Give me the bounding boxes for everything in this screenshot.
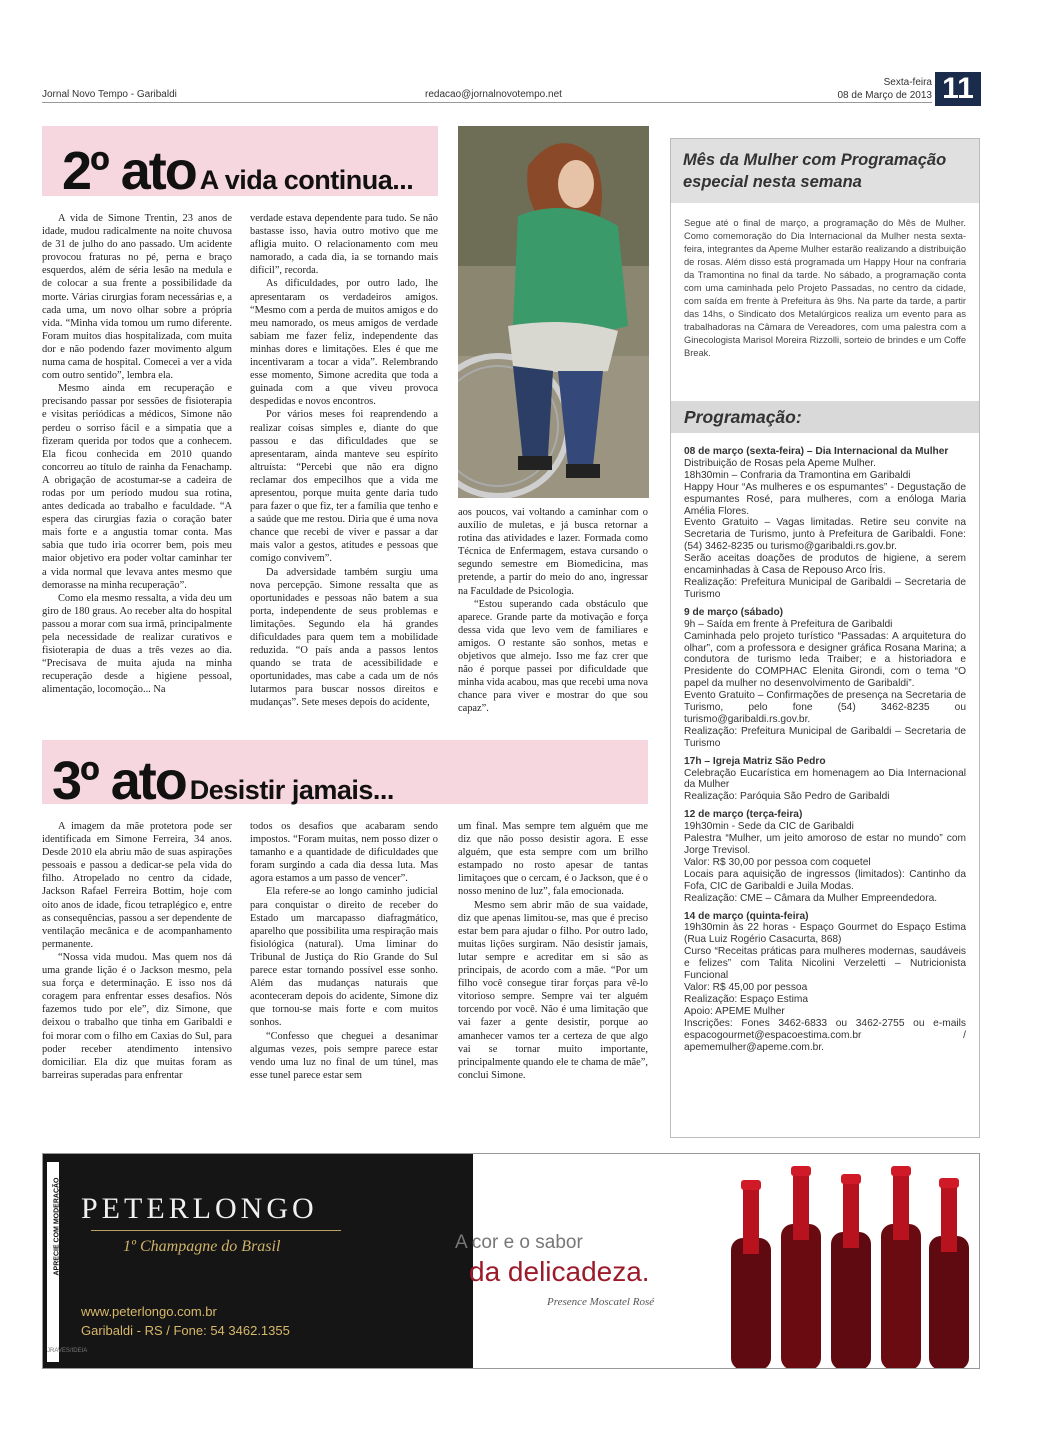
ad-tagline-2: da delicadeza. [469, 1256, 650, 1287]
header-date-block [837, 76, 932, 102]
act3-headline-sub: Desistir jamais... [189, 775, 394, 805]
moderation-notice: APRECIE COM MODERAÇÃO [53, 1177, 61, 1276]
page-number: 11 [935, 72, 981, 106]
header-date: 08 de Março de 2013 [837, 90, 932, 101]
programacao-header [671, 401, 979, 433]
paragraph: Da adversidade também surgiu uma nova percepção. Simone ressalta que as oportunidades e pessoas não batem a sua porta, independente de seus problemas e limitações. Segundo ela há grandes dificuldades para quem tem a mobilidade reduzida. “O país anda a passos lentos quando se trata de acessibilidade e oportunidades, mas cabe a cada um de nós lutarmos para buscar nossos direitos e mudanças”. Sete meses depois do acidente, [250, 566, 438, 709]
sidebar-header [671, 139, 979, 203]
bottle-icon [929, 1178, 969, 1369]
event-line: Inscrições: Fones 3462-6833 ou 3462-2755 ou e-mails espacogourmet@espacoestima.com.br / apememulher@apeme.com.br. [684, 1017, 966, 1053]
event-title: 12 de março (terça-feira) [684, 809, 803, 821]
event-item [684, 756, 966, 804]
event-line: Celebração Eucarística em homenagem ao Dia Internacional da Mulher [684, 767, 966, 791]
event-line: 19h30min às 22 horas - Espaço Gourmet do Espaço Estima (Rua Luiz Rogério Casacurta, 868) [684, 922, 966, 946]
paragraph: Mesmo sem abrir mão de sua vaidade, diz que apenas limitou-se, mas que é preciso estar bem para ajudar o filho. Por outro lado, muitas lições surgiram. Não desistir jamais, lutar sempre e acreditar em si são as principais, de acordo com a mãe. “Por um filho você consegue tirar forças para vê-lo vitorioso sempre. Sempre vai ter alguém torcendo por você. Não é uma limitação que vai fazer a gente desistir, porque ao amanhecer vamos ter a certeza de que algo vai se tornar muito importante, principalmente quando ele te chama de mãe”, conclui Simone. [458, 899, 648, 1081]
sidebar-intro: Segue até o final de março, a programação do Mês de Mulher. Como comemoração do Dia Internacional da Mulher nesta sexta-feira, integrantes da Apeme Mulher estarão realizando a distribuição de rosas. Além disso está programada um Happy Hour na confraria da Tramontina no final da tarde. No sábado, a programação conta com uma caminhada pelo Projeto Passadas, no centro da cidade, com saída em frente à Prefeitura às 9hs. Na parte da tarde, a partir das 14hs, o Sindicato dos Metalúrgicos realiza um evento para as trabalhadoras na Câmara de Vereadores, com uma palestra com a Ginecologista Marisol Moreira Rizzolli, sorteio de brindes e um Coffe Break. [684, 218, 966, 358]
ad-website-link[interactable]: www.peterlongo.com.br [81, 1304, 217, 1319]
newspaper-email[interactable]: redacao@jornalnovotempo.net [425, 89, 562, 100]
act2-headline-sub: A vida continua... [199, 165, 414, 195]
paragraph: aos poucos, vai voltando a caminhar com o auxílio de muletas, e já busca retornar a rotina das atividades e lazer. Formada como Técnica de Enfermagem, estava cursando o segundo semestre em Biomedicina, mas pretende, a partir do meio do ano, ingressar na Faculdade de Psicologia. [458, 507, 648, 597]
event-line: Happy Hour “As mulheres e os espumantes” - Degustação de espumantes Rosé, para mulheres, com a enóloga Maria Amélia Flores. [684, 481, 966, 517]
event-line: Palestra “Mulher, um jeito amoroso de estar no mundo” com Jorge Trevisol. [684, 833, 966, 856]
act3-column-2 [250, 820, 438, 1082]
event-line: Valor: R$ 45,00 por pessoa [684, 981, 808, 993]
event-line: Curso “Receitas práticas para mulheres modernas, saudáveis e felizes” com Talita Nicolini Verzeletti – Nutricionista Funcional [684, 946, 966, 982]
brand-logo: PETERLONGO [81, 1192, 318, 1225]
header-divider [42, 102, 932, 103]
bottle-icon [781, 1166, 821, 1369]
bottle-icon [881, 1166, 921, 1369]
event-line: Locais para aquisição de ingressos (limitados): Cantinho da Fofa, CIC de Garibaldi e Juila Modas. [684, 868, 966, 892]
act3-headline [42, 740, 648, 811]
act3-column-1 [42, 820, 232, 1082]
event-line: Distribuição de Rosas pela Apeme Mulher. [684, 457, 876, 469]
ad-tagline-1: A cor e o sabor [455, 1232, 583, 1253]
womens-month-sidebar [670, 138, 980, 1138]
paragraph: um final. Mas sempre tem alguém que me diz que não posso desistir agora. E esse alguém, que esta sempre com um brilho estampado no rosto apesar de tantas limitaçoes que o cercam, é o Jackson, que é o nosso menino de luz”, fala emocionada. [458, 821, 648, 898]
event-line: 19h30min - Sede da CIC de Garibaldi [684, 821, 854, 833]
act2-column-3 [458, 506, 648, 716]
event-line: Serão aceitas doações de produtos de higiene, a serem encaminhadas à Casa de Repouso Arco Íris. [684, 553, 966, 577]
bottle-icon [731, 1180, 771, 1369]
sidebar-title: Mês da Mulher com Programação especial nesta semana [683, 151, 947, 191]
brand-underline [91, 1230, 341, 1231]
act2-headline [42, 126, 438, 201]
brand-slogan: 1º Champagne do Brasil [123, 1238, 281, 1255]
paragraph: A imagem da mãe protetora pode ser identificada em Simone Ferreira, 34 anos. Desde 2010 ela abriu mão de suas aspirações pessoais e passou a dedicar-se pela vida do filho. Atropelado no centro da cidade, Jackson Rafael Ferreira Bottim, hoje com oito anos de idade, ficou tetraplégico e, entre as consequências, passou a ser dependente de ventilação mecânica e de acompanhamento permanente. [42, 821, 232, 950]
event-line: Realização: Prefeitura Municipal de Garibaldi – Secretaria de Turismo [684, 725, 966, 749]
event-line: Realização: Prefeitura Municipal de Garibaldi – Secretaria de Turismo [684, 576, 966, 600]
event-line: Evento Gratuito – Vagas limitadas. Retire seu convite na Secretaria de Turismo, junto à Prefeitura de Garibaldi. Fone: (54) 3462-8235 ou turismo@garibaldi.rs.gov.br. [684, 517, 966, 553]
event-line: 9h – Saída em frente à Prefeitura de Garibaldi [684, 618, 893, 630]
bottle-icon [831, 1174, 871, 1369]
paragraph: todos os desafios que acabaram sendo impostos. “Foram muitas, nem posso dizer o tamanho e a quantidade de dificuldades que foram surgindo a cada dia dessa luta. Mas agora estamos a um passo de vencer”. [250, 821, 438, 885]
event-item [684, 809, 966, 904]
event-item [684, 607, 966, 750]
event-line: Realização: Paróquia São Pedro de Garibaldi [684, 791, 890, 803]
paragraph: A vida de Simone Trentin, 23 anos de idade, mudou radicalmente na noite chuvosa de 31 de julho do ano passado. Um acidente provocou fraturas no pé, perna e braço esquerdos, além de séria lesão na medula e de colocar a sua frente a possibilidade da morte. Várias cirurgias foram necessárias e, a cada uma, um novo olhar sobre a própria vida. “Minha vida tomou um rumo diferente. Foram muitos dias hospitalizada, com muita dor e não podendo fazer movimento algum numa cama de hospital. Comecei a ver a vida com outro sentido”, lembra ela. [42, 213, 232, 382]
event-line: Caminhada pelo projeto turístico “Passadas: A arquitetura do olhar”, com a professora e designer gráfica Rosana Marina; a condutora de turismo Ieda Traiber; e a historiadora e Presidente do COMPHAC Elenita Girondi, com o tema “O papel da mulher no desenvolvimento de Garibaldi”. [684, 630, 966, 690]
event-title: 08 de março (sexta-feira) – Dia Internacional da Mulher [684, 446, 949, 457]
ad-location-phone: Garibaldi - RS / Fone: 54 3462.1355 [81, 1323, 290, 1338]
agency-credit: JRAVES/IDEIA [47, 1348, 88, 1354]
act2-headline-big: 2º ato [62, 141, 196, 201]
paragraph: verdade estava dependente para tudo. Se não bastasse isso, havia outro motivo que me afligia muito. O relacionamento com meu namorado, a cada dia, ia se tornando mais difícil”, recorda. [250, 213, 438, 277]
programacao-title: Programação: [684, 407, 802, 427]
paragraph: As dificuldades, por outro lado, lhe apresentaram os verdadeiros amigos. “Mesmo com a perda de muitos amigos e do meu namorado, os meus amigos de verdade sabiam me fazer feliz, independente das minhas dores e limitações. Eles é que me incentivaram a tocar a vida”. Relembrando esse momento, Simone acredita que toda a guinada com a que viveu provoca despedidas e novos encontros. [250, 278, 438, 408]
event-line: Realização: Espaço Estima [684, 993, 809, 1005]
paragraph: Como ela mesmo ressalta, a vida deu um giro de 180 graus. Ao receber alta do hospital passou a morar com sua irmã, principalmente pela necessidade de realizar curativos e fisioterapia de duas a três vezes ao dia. “Precisava de muita ajuda na minha recuperação desde a higiene pessoal, alimentação, locomoção... Na [42, 592, 232, 696]
event-line: Evento Gratuito – Confirmações de presença na Secretaria de Turismo, pelo fone (54) 3462-8235 ou turismo@garibaldi.rs.gov.br. [684, 690, 966, 725]
event-title: 14 de março (quinta-feira) [684, 910, 809, 922]
event-item [684, 911, 966, 1054]
wine-bottles-image [713, 1154, 979, 1369]
event-line: Apoio: APEME Mulher [684, 1005, 785, 1017]
ad-vertical-strip [47, 1162, 59, 1362]
event-title: 9 de março (sábado) [684, 606, 784, 618]
paragraph: “Confesso que cheguei a desanimar algumas vezes, pois sempre parece estar vendo uma luz no final de um túnel, mas esse tunel parece estar sem [250, 1030, 438, 1081]
event-item [684, 446, 966, 601]
paragraph: Ela refere-se ao longo caminho judicial para conquistar o direito de receber do Estado um marcapasso diafragmático, aparelho que possibilita uma respiração mais fisiológica (natural). Uma liminar do Tribunal de Justiça do Rio Grande do Sul parece estar tornando possível esse sonho. Além das mudanças naturais que aconteceram depois do acidente, Simone diz que tornou-se mais forte e com muitos sonhos. [250, 886, 438, 1029]
ad-product-name: Presence Moscatel Rosé [547, 1296, 655, 1308]
event-list [671, 433, 979, 1053]
event-title: 17h – Igreja Matriz São Pedro [684, 755, 826, 767]
act2-column-1 [42, 212, 232, 696]
header-day: Sexta-feira [883, 77, 932, 88]
act2-column-2 [250, 212, 438, 710]
photo-woman-wheelchair [458, 126, 649, 498]
peterlongo-advertisement[interactable] [42, 1153, 980, 1369]
event-line: Valor: R$ 30,00 por pessoa com coquetel [684, 856, 871, 868]
paragraph: Por vários meses foi reaprendendo a realizar coisas simples e, diante do que passou e das dificuldades que se apresentaram, ainda manteve seu espírito altruísta: “Percebi que não era digno reclamar dos empecilhos que a vida me apresentou, porque muita gente daria tudo para fazer o que fiz, ter a família que tenho e a saúde que me restou. Diria que é uma nova chance que recebi de viver e passar a dar mais valor a gestos, atitudes e pessoas que comigo convivem”. [250, 409, 438, 565]
act3-column-3 [458, 820, 648, 1082]
paragraph: “Estou superando cada obstáculo que aparece. Grande parte da motivação e força dessa vida que levo vem de familiares e amigos. O restante são sonhos, metas e objetivos que almejo. Isso me faz crer que não é porque passei por dificuldade que minha vida acabou, mas que recebi uma nova chance para viver e mostrar do que sou capaz”. [458, 598, 648, 715]
event-line: 18h30min – Confraria da Tramontina em Garibaldi [684, 469, 911, 481]
newspaper-name: Jornal Novo Tempo - Garibaldi [42, 89, 177, 100]
paragraph: Mesmo ainda em recuperação e precisando passar por sessões de fisioterapia e visitas periódicas a médicos, Simone não perdeu o sorriso fácil e a simpatia que a fizeram querida por todos que a conhecem. Ela ficou conhecida em 2010 quando concorreu ao título de rainha da Fenachamp. A obrigação de acostumar-se a cadeira de rodas por um período mudou sua rotina, antes dedicada ao trabalho e faculdade. “A espera das cirurgias fazia o coração bater mais forte e a angustia tomar conta. Mas sabia que tudo iria ocorrer bem, pois meu maior objetivo era poder voltar caminhar ter a vida normal que levava antes mesmo que demorasse na minha recuperação”. [42, 383, 232, 591]
event-line: Realização: CME – Câmara da Mulher Empreendedora. [684, 892, 938, 904]
paragraph: “Nossa vida mudou. Mas quem nos dá uma grande lição é o Jackson mesmo, pela sua força e determinação. E isso nos dá coragem para enfrentar esses desafios. Nós fazemos tudo por ele”, diz Simone, que deixou o trabalho que tinha em Garibaldi e foi morar com o filho em Caxias do Sul, para poder receber atendimento intensivo domiciliar. Ela diz que muitas foram as barreiras superadas para enfrentar [42, 951, 232, 1081]
act3-headline-big: 3º ato [52, 751, 186, 811]
